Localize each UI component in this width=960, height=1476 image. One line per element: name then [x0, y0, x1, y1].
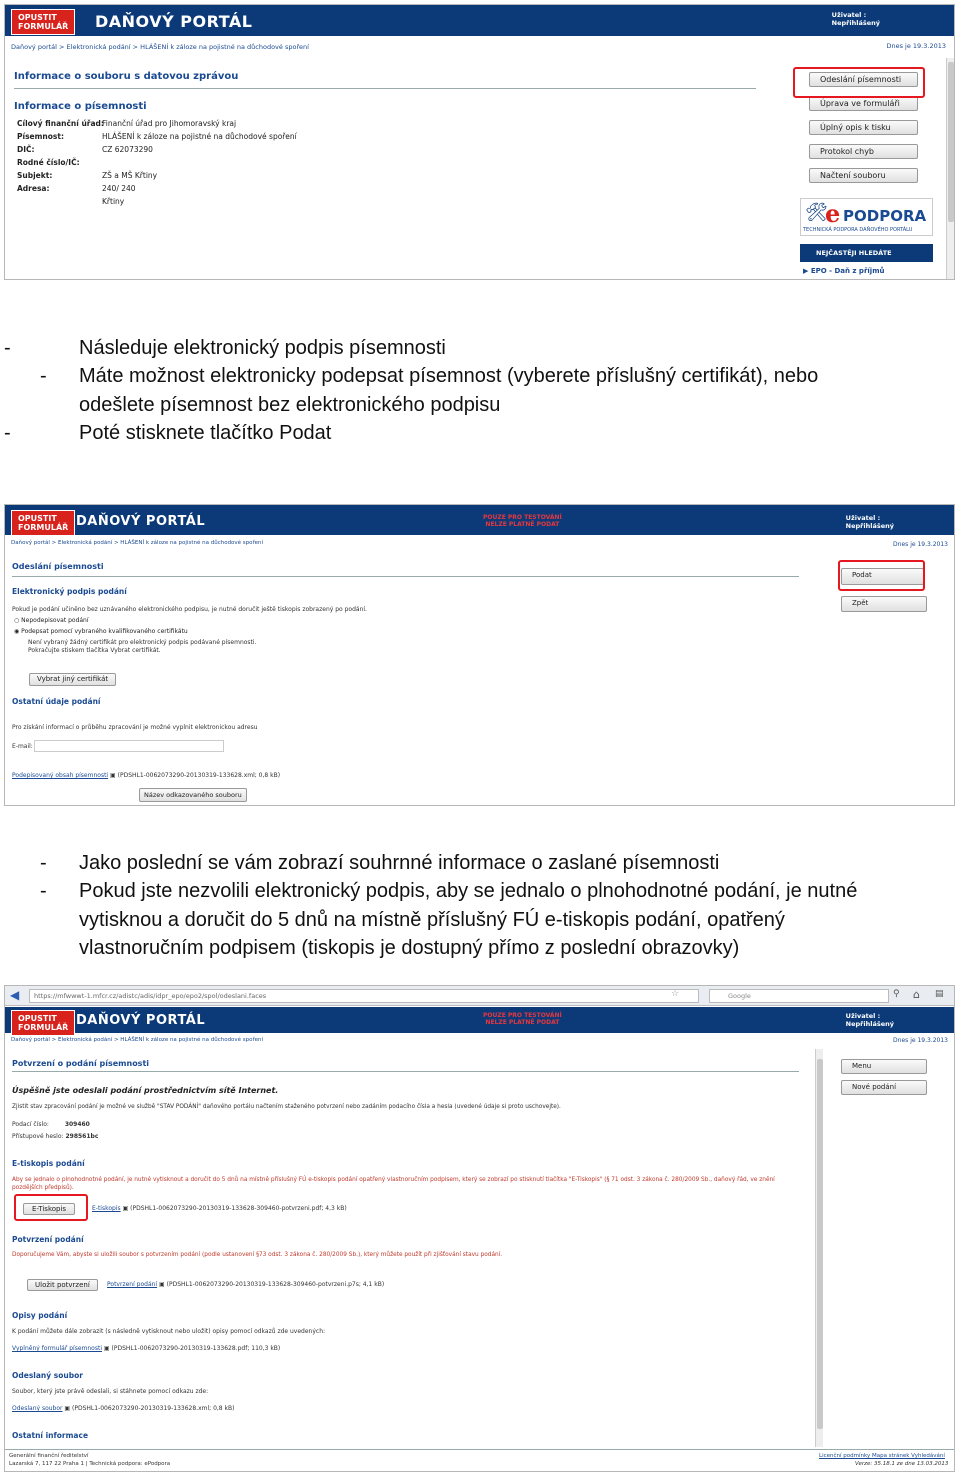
leave-form-button[interactable]: [11, 1010, 75, 1036]
test-line: NELZE PLATNĚ PODAT: [485, 1019, 560, 1026]
bullet-dash: -: [40, 365, 47, 388]
menu-button[interactable]: Menu: [841, 1059, 927, 1074]
bullet-dash: -: [4, 337, 11, 359]
menu-icon[interactable]: ▤: [935, 989, 944, 999]
highlight-etiskopis: [14, 1194, 88, 1221]
sent-row: [12, 1405, 234, 1412]
user-label: Uživatel :: [831, 11, 867, 19]
footer-org: Generální finanční ředitelství: [9, 1453, 89, 1459]
browser-toolbar: [5, 986, 954, 1006]
instruction-text: vytisknou a doručit do 5 dnů na místně příslušný FÚ e-tiskopis podání, opatřený: [79, 908, 785, 931]
choose-certificate-button[interactable]: Vybrat jiný certifikát: [29, 673, 116, 686]
row-label: Cílový finanční úřad:: [17, 119, 104, 128]
filing-number-row: [12, 1121, 90, 1128]
back-arrow-icon[interactable]: ◀: [10, 988, 20, 1002]
instruction-text: Pokud jste nezvolili elektronický podpis, aby se jednalo o plnohodnotné podání, je nutné: [79, 880, 858, 903]
section-title: Elektronický podpis podání: [12, 587, 127, 596]
logo-line: FORMULÁŘ: [18, 22, 69, 31]
filled-form-link[interactable]: Vyplněný formulář písemnosti: [12, 1345, 102, 1352]
section-title: Informace o písemnosti: [14, 101, 147, 112]
section-title: Ostatní údaje podání: [12, 697, 101, 706]
section-title: E-tiskopis podání: [12, 1159, 85, 1168]
file-info: (PDSHL1-0062073290-20130319-133628.xml; 0,8 kB): [117, 772, 281, 779]
file-icon: ▣: [103, 1345, 110, 1352]
footer-address: Lazarská 7, 117 22 Praha 1 | Technická podpora: ePodpora: [9, 1461, 171, 1467]
arrow-icon: ▶: [803, 267, 809, 275]
file-info: (PDSHL1-0062073290-20130319-133628.pdf; 110,3 kB): [111, 1345, 281, 1352]
file-icon: ▣: [122, 1205, 129, 1212]
row-value: ZŠ a MŠ Křtiny: [102, 171, 158, 180]
test-notice: [483, 1012, 562, 1026]
test-line: POUZE PRO TESTOVÁNÍ: [483, 514, 562, 521]
signature-info: Pokud je podání učiněno bez uznávaného elektronického podpisu, je nutné doručit ještě tiskopis zobrazený po podání.: [12, 606, 367, 613]
epodpora-banner[interactable]: [800, 198, 933, 236]
filing-number-label: Podací číslo:: [12, 1121, 49, 1128]
page-heading: Informace o souboru s datovou zprávou: [14, 71, 239, 82]
highlight-send: [793, 67, 925, 98]
logo-line: FORMULÁŘ: [18, 523, 69, 532]
save-confirmation-button[interactable]: Uložit potvrzení: [27, 1279, 98, 1291]
confirmation-link[interactable]: Potvrzení podání: [107, 1281, 158, 1288]
sent-file-link[interactable]: Odeslaný soubor: [12, 1405, 63, 1412]
sent-info: Soubor, který jste právě odeslali, si stáhnete pomocí odkazu zde:: [12, 1388, 209, 1395]
back-button[interactable]: Zpět: [841, 596, 927, 612]
option-note: Pokračujte stiskem tlačítka Vybrat certifikát.: [28, 647, 161, 654]
logo-line: OPUSTIT: [18, 13, 57, 22]
portal-title: DAŇOVÝ PORTÁL: [76, 514, 206, 529]
signed-content-link[interactable]: Podepisovaný obsah písemnosti: [12, 772, 109, 779]
logo-line: FORMULÁŘ: [18, 1023, 69, 1032]
row-value: HLÁŠENÍ k záloze na pojistné na důchodové spoření: [102, 132, 297, 141]
test-line: POUZE PRO TESTOVÁNÍ: [483, 1012, 562, 1019]
user-value: Nepřihlášený: [831, 19, 880, 27]
password-value: 298561bc: [65, 1133, 99, 1140]
portal-title: DAŇOVÝ PORTÁL: [76, 1013, 206, 1028]
etiskopis-link[interactable]: E-tiskopis: [92, 1205, 121, 1212]
file-info: (PDSHL1-0062073290-20130319-133628-309460-potvrzeni.p7s; 4,1 kB): [166, 1281, 385, 1288]
signed-content-row: [12, 772, 280, 779]
action-button[interactable]: Načtení souboru: [809, 168, 918, 183]
screenshot-confirmation: [4, 985, 955, 1472]
logo-line: OPUSTIT: [18, 514, 57, 523]
section-title: Odeslaný soubor: [12, 1371, 83, 1380]
heading-divider: [12, 576, 799, 577]
section-title: Ostatní informace: [12, 1431, 89, 1440]
star-icon[interactable]: ☆: [671, 989, 680, 999]
scroll-thumb[interactable]: [817, 1059, 823, 1429]
logo-line: OPUSTIT: [18, 1014, 57, 1023]
row-value: Finanční úřad pro Jihomoravský kraj: [102, 119, 237, 128]
etiskopis-button[interactable]: E-Tiskopis: [23, 1203, 75, 1215]
date-label: Dnes je 19.3.2013: [893, 541, 948, 548]
search-box[interactable]: [709, 989, 889, 1003]
copies-row: [12, 1345, 280, 1352]
home-icon[interactable]: ⌂: [913, 988, 920, 1001]
date-label: Dnes je 19.3.2013: [893, 1037, 948, 1044]
email-info: Pro získání informací o průběhu zpracování je možné vyplnit elektronickou adresu: [12, 724, 258, 731]
portal-title: DAŇOVÝ PORTÁL: [95, 12, 253, 31]
bullet-dash: -: [40, 880, 47, 903]
page-heading: Potvrzení o podání písemnosti: [12, 1059, 150, 1068]
file-info: (PDSHL1-0062073290-20130319-133628.xml; 0,8 kB): [72, 1405, 235, 1412]
action-button[interactable]: Odeslání písemnosti: [809, 72, 918, 87]
user-status: [832, 11, 880, 27]
radio-checked-icon[interactable]: ◉: [14, 628, 20, 635]
epodpora-brand: PODPORA: [843, 207, 927, 225]
footer-links[interactable]: Licenční podmínky Mapa stránek Vyhledávání: [819, 1453, 945, 1459]
leave-form-button[interactable]: [11, 510, 75, 536]
heading-divider: [14, 88, 756, 89]
url-text: https://mfwwwt-1.mfcr.cz/adistc/adis/idpr_epo/epo2/spol/odeslani.faces: [34, 992, 267, 1000]
date-label: Dnes je 19.3.2013: [886, 42, 946, 50]
portal-header: [5, 5, 954, 36]
option-note: Není vybraný žádný certifikát pro elektronický podpis podávané písemnosti.: [28, 639, 257, 646]
scroll-thumb[interactable]: [948, 62, 954, 222]
heading-divider: [12, 1071, 799, 1072]
highlight-submit: [838, 560, 925, 591]
row-label: DIČ:: [17, 145, 35, 154]
user-label: Uživatel :: [845, 1012, 881, 1020]
action-button[interactable]: Úprava ve formuláři: [809, 96, 918, 111]
confirmation-info: Doporučujeme Vám, abyste si uložili soubor s potvrzením podání (podle ustanovení §73 odst. 3 zákona č. 280/2009 Sb.), který můžete použít při zjišťování stavu podání.: [12, 1252, 503, 1258]
screenshot-epo-summary: [4, 4, 955, 280]
test-notice: [483, 514, 562, 528]
action-button[interactable]: Protokol chyb: [809, 144, 918, 159]
file-icon: ▣: [159, 1281, 165, 1288]
instruction-text: odešlete písemnost bez elektronického podpisu: [79, 393, 501, 416]
leave-form-button[interactable]: [11, 9, 75, 35]
new-filing-button[interactable]: Nové podání: [841, 1080, 927, 1095]
status-info: Zjistit stav zpracování podání je možné ve službě "STAV PODÁNÍ" daňového portálu načtením staženého potvrzení nebo zadáním podacího čísla a hesla (uvedené údaje si proto uschovejte).: [12, 1104, 561, 1110]
search-icon[interactable]: ⚲: [893, 989, 900, 999]
screenshot-sending: [4, 504, 955, 806]
option-no-sign[interactable]: [14, 617, 89, 624]
item-label: EPO - Daň z příjmů: [810, 267, 885, 275]
etiskopis-row: [92, 1205, 347, 1212]
breadcrumb[interactable]: Daňový portál > Elektronická podání > HLÁŠENÍ k záloze na pojistné na důchodové spoření: [11, 43, 309, 51]
user-status: [846, 1012, 894, 1028]
email-field[interactable]: [34, 740, 224, 752]
epodpora-person-icon: 🛠: [805, 202, 828, 223]
file-info: (PDSHL1-0062073290-20130319-133628-309460-potvrzeni.pdf; 4,3 kB): [130, 1205, 347, 1212]
scrollbar[interactable]: [946, 58, 954, 280]
breadcrumb[interactable]: Daňový portál > Elektronická podání > HLÁŠENÍ k záloze na pojistné na důchodové spoření: [11, 1037, 264, 1043]
scrollbar[interactable]: [815, 1049, 823, 1447]
test-line: NELZE PLATNĚ PODAT: [485, 521, 560, 528]
epodpora-e-icon: e: [825, 199, 841, 228]
instruction-text: Jako poslední se vám zobrazí souhrnné informace o zaslané písemnosti: [79, 852, 720, 874]
user-value: Nepřihlášený: [845, 1020, 894, 1028]
search-engine: Google: [728, 992, 751, 1000]
etiskopis-info: Aby se jednalo o plnohodnotné podání, je nutné vytisknout a doručit do 5 dnů na místně příslušný FÚ e-tiskopis podání opatřený vlastnoručním podpisem, který se zobrazí po stisknutí tlačítka "E-Tiskopis" (§ 71 odst. 3 zákona č. 280/2009 Sb., daňový řád, ve znění pozdějších předpisů).: [12, 1177, 775, 1191]
linked-filename-button[interactable]: Název odkazovaného souboru: [139, 788, 247, 802]
user-value: Nepřihlášený: [845, 522, 894, 530]
instruction-text: Máte možnost elektronicky podepsat písemnost (vyberete příslušný certifikát), nebo: [79, 365, 819, 388]
option-label: Nepodepisovat podání: [21, 617, 89, 624]
epodpora-subtitle: TECHNICKÁ PODPORA DAŇOVÉHO PORTÁLU: [803, 227, 913, 233]
submit-button[interactable]: Podat: [841, 568, 924, 585]
row-value: CZ 62073290: [102, 145, 153, 154]
portal-header: [5, 1007, 954, 1033]
row-label: Adresa:: [17, 184, 50, 193]
section-title: Opisy podání: [12, 1311, 68, 1320]
bullet-dash: -: [4, 421, 11, 444]
portal-header: [5, 505, 954, 535]
row-value: 240/ 240: [102, 184, 136, 193]
bullet-dash: -: [40, 852, 47, 874]
success-message: Úspěšně jste odeslali podání prostřednictvím sítě Internet.: [12, 1086, 279, 1095]
footer-version: Verze: 35.18.1 ze dne 13.03.2013: [855, 1461, 949, 1467]
breadcrumb[interactable]: Daňový portál > Elektronická podání > HLÁŠENÍ k záloze na pojistné na důchodové spoření: [11, 540, 264, 546]
page-heading: Odeslání písemnosti: [12, 562, 104, 571]
row-value: Křtiny: [102, 197, 125, 206]
row-label: Subjekt:: [17, 171, 53, 180]
footer: [5, 1449, 954, 1472]
radio-unchecked-icon[interactable]: ○: [14, 617, 20, 624]
most-searched-item[interactable]: [803, 267, 884, 275]
option-label: Podepsat pomocí vybraného kvalifikovaného certifikátu: [21, 628, 188, 635]
user-label: Uživatel :: [845, 514, 881, 522]
instruction-text: Poté stisknete tlačítko Podat: [79, 421, 332, 444]
copies-info: K podání můžete dále zobrazit (s následně vytisknout nebo uložit) opisy pomocí odkazů zde uvedených:: [12, 1328, 326, 1335]
password-label: Přístupové heslo:: [12, 1133, 64, 1140]
password-row: [12, 1133, 98, 1140]
email-label: E-mail:: [12, 743, 33, 750]
instruction-text: vlastnoručním podpisem (tiskopis je dostupný přímo z poslední obrazovky): [79, 936, 740, 959]
file-icon: ▣: [110, 772, 116, 779]
option-sign[interactable]: [14, 628, 188, 635]
confirmation-row: [107, 1281, 384, 1288]
most-searched-header: NEJČASTĚJI HLEDÁTE: [800, 244, 933, 262]
section-title: Potvrzení podání: [12, 1235, 84, 1244]
address-bar[interactable]: [29, 989, 699, 1003]
instruction-text: Následuje elektronický podpis písemnosti: [79, 337, 446, 359]
row-label: Písemnost:: [17, 132, 64, 141]
row-label: Rodné číslo/IČ:: [17, 158, 80, 167]
file-icon: ▣: [64, 1405, 71, 1412]
action-button[interactable]: Úplný opis k tisku: [809, 120, 918, 135]
filing-number-value: 309460: [64, 1121, 90, 1128]
user-status: [846, 514, 894, 530]
